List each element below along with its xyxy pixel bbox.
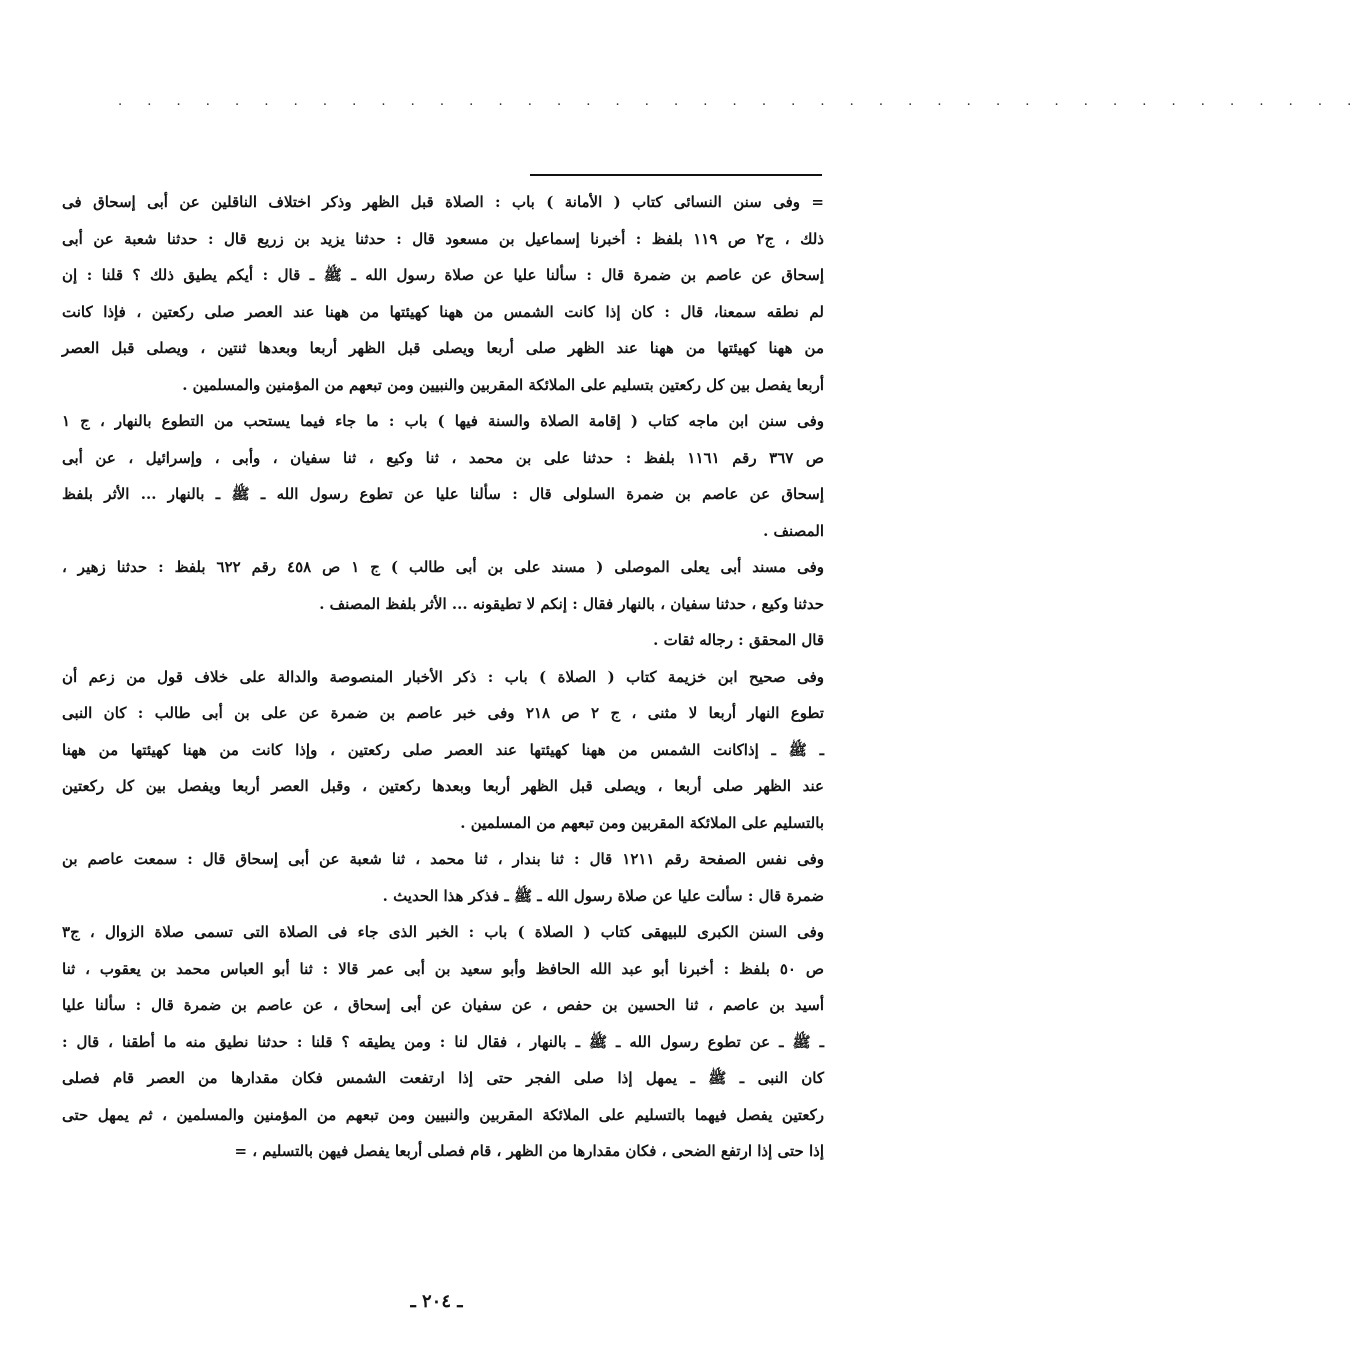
footnote-line: وفى السنن الكبرى للبيهقى كتاب ( الصلاة ) باب : الخبر الذى جاء فى الصلاة التى تسمى صلاة الزوال ، ج٣ — [62, 923, 824, 941]
footnote-line: ركعتين يفصل فيهما بالتسليم على الملائكة المقربين والنبيين ومن تبعهم من المؤمنين والمسلمين ، ثم يمهل حتى — [62, 1105, 824, 1124]
footnote-line: عند الظهر صلى أربعا ، ويصلى قبل الظهر أربعا وبعدها ركعتين ، وقبل العصر أربعا ويفصل بين كل ركعتين — [62, 777, 824, 795]
footnote-line: = وفى سنن النسائى كتاب ( الأمانة ) باب : الصلاة قبل الظهر وذكر اختلاف الناقلين عن أبى إسحاق فى — [62, 193, 824, 211]
footnote-line: لم نطقه سمعنا، قال : كان إذا كانت الشمس من ههنا كهيئتها من ههنا عند العصر صلى ركعتين ، فإذا كانت — [62, 302, 824, 321]
header-ornament: . . . . . . . . . . . . . . . . . . . . . . . . . . . . . . . . . . . . . . . . . . . — [118, 94, 1362, 109]
footnote-block — [62, 184, 824, 1279]
footnote-line: تطوع النهار أربعا لا مثنى ، ج ٢ ص ٢١٨ وفى خبر عاصم بن ضمرة عن على بن أبى طالب : كان النبى — [62, 704, 824, 722]
footnote-line: حدثنا وكيع ، حدثنا سفيان ، بالنهار فقال : إنكم لا تطيقونه ... الأثر بلفظ المصنف . — [319, 594, 824, 613]
footnote-line: وفى سنن ابن ماجه كتاب ( إقامة الصلاة والسنة فيها ) باب : ما جاء فيما يستحب من التطوع بالنهار ، ج ١ — [62, 412, 824, 430]
footnote-line: وفى مسند أبى يعلى الموصلى ( مسند على بن أبى طالب ) ج ١ ص ٤٥٨ رقم ٦٢٢ بلفظ : حدثنا زهير ، — [62, 558, 824, 576]
footnote-line: من ههنا كهيئتها من ههنا عند الظهر صلى أربعا ويصلى قبل الظهر أربعا وبعدها ثنتين ، ويصلى قبل العصر — [62, 339, 824, 357]
footnote-line: إسحاق عن عاصم بن ضمرة السلولى قال : سألنا عليا عن تطوع رسول الله ـ ﷺ ـ بالنهار ... الأثر بلفظ — [62, 485, 824, 503]
footnote-line: إذا حتى إذا ارتفع الضحى ، فكان مقدارها من الظهر ، قام فصلى أربعا يفصل فيهن بالتسليم ، = — [234, 1142, 824, 1160]
footnote-line: أسيد بن عاصم ، ثنا الحسين بن حفص ، عن سفيان عن أبى إسحاق ، عن عاصم بن ضمرة قال : سألنا عليا — [62, 996, 824, 1014]
footnote-line: وفى نفس الصفحة رقم ١٢١١ قال : ثنا بندار ، ثنا محمد ، ثنا شعبة عن أبى إسحاق قال : سمعت عاصم بن — [62, 850, 824, 868]
footnote-line: ضمرة قال : سألت عليا عن صلاة رسول الله ـ ﷺ ـ فذكر هذا الحديث . — [382, 886, 824, 905]
footnote-separator — [530, 174, 822, 176]
footnote-line: إسحاق عن عاصم بن ضمرة قال : سألنا عليا عن صلاة رسول الله ـ ﷺ ـ قال : أيكم يطيق ذلك ؟ قلنا : إن — [62, 266, 824, 284]
footnote-line: ـ ﷺ ـ إذاكانت الشمس من ههنا كهيئتها عند العصر صلى ركعتين ، وإذا كانت من ههنا كهيئتها من ههنا — [62, 740, 824, 759]
footnote-line: قال المحقق : رجاله ثقات . — [653, 631, 824, 649]
page-number: ـ ٢٠٤ ـ — [410, 1291, 463, 1312]
footnote-line: ص ٣٦٧ رقم ١١٦١ بلفظ : حدثنا على بن محمد ، ثنا وكيع ، ثنا سفيان ، وأبى ، وإسرائيل ، عن أبى — [62, 448, 825, 467]
footnote-line: ـ ﷺ ـ عن تطوع رسول الله ـ ﷺ ـ بالنهار ، فقال لنا : ومن يطيقه ؟ قلنا : حدثنا نطيق منه ما أطقنا ، قال : — [62, 1032, 824, 1051]
footnote-line: أربعا يفصل بين كل ركعتين بتسليم على الملائكة المقربين والنبيين ومن تبعهم من المؤمنين والمسلمين . — [182, 375, 824, 394]
footnote-line: بالتسليم على الملائكة المقربين ومن تبعهم من المسلمين . — [460, 813, 824, 832]
footnote-line: ذلك ، ج٢ ص ١١٩ بلفظ : أخبرنا إسماعيل بن مسعود قال : حدثنا يزيد بن زريع قال : حدثنا شعبة عن أبى — [62, 229, 824, 248]
footnote-line: كان النبى ـ ﷺ ـ يمهل إذا صلى الفجر حتى إذا ارتفعت الشمس فكان مقدارها من العصر قام فصلى — [62, 1069, 824, 1087]
footnote-line: ص ٥٠ بلفظ : أخبرنا أبو عبد الله الحافظ وأبو سعيد بن أبى عمر قالا : ثنا أبو العباس محمد بن يعقوب ، ثنا — [62, 959, 824, 978]
footnote-line: المصنف . — [763, 521, 824, 540]
footnote-line: وفى صحيح ابن خزيمة كتاب ( الصلاة ) باب : ذكر الأخبار المنصوصة والدالة على خلاف قول من زعم أن — [62, 667, 824, 686]
